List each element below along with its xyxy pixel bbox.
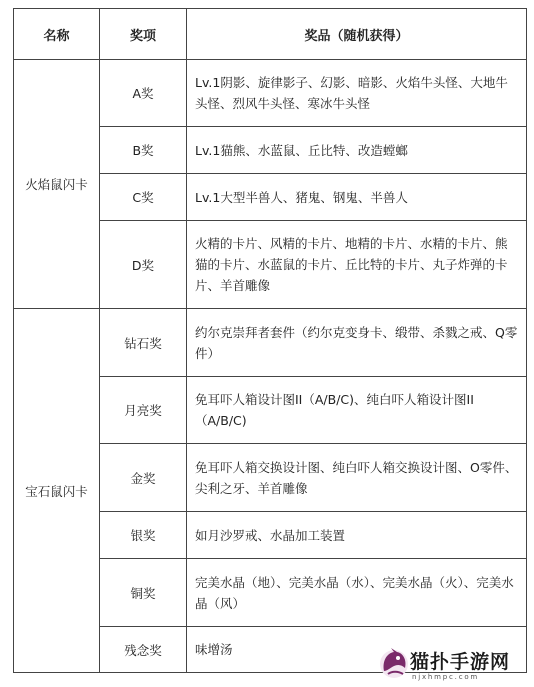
prize-cell: 火精的卡片、风精的卡片、地精的卡片、水精的卡片、熊猫的卡片、水蓝鼠的卡片、丘比特的卡片、丸子炸弹的卡片、羊首雕像 bbox=[187, 221, 527, 309]
tier-cell: B奖 bbox=[100, 127, 187, 174]
prize-cell: 如月沙罗戒、水晶加工装置 bbox=[187, 512, 527, 559]
header-tier: 奖项 bbox=[100, 9, 187, 60]
tier-cell: 月亮奖 bbox=[100, 377, 187, 444]
header-name: 名称 bbox=[14, 9, 100, 60]
header-row bbox=[14, 9, 527, 60]
watermark-title: 猫扑手游网 bbox=[410, 651, 511, 673]
prize-cell: Lv.1大型半兽人、猪鬼、钢鬼、半兽人 bbox=[187, 174, 527, 221]
tier-cell: 金奖 bbox=[100, 444, 187, 512]
prize-cell: 完美水晶（地）、完美水晶（水）、完美水晶（火）、完美水晶（风） bbox=[187, 559, 527, 627]
prize-cell: Lv.1阴影、旋律影子、幻影、暗影、火焰牛头怪、大地牛头怪、烈风牛头怪、寒冰牛头怪 bbox=[187, 60, 527, 127]
card-name-fire-rat: 火焰鼠闪卡 bbox=[14, 60, 100, 309]
reward-table bbox=[13, 8, 527, 673]
prize-cell: 约尔克崇拜者套件（约尔克变身卡、缎带、杀戮之戒、Q零件） bbox=[187, 309, 527, 377]
tier-cell: D奖 bbox=[100, 221, 187, 309]
table-row bbox=[14, 60, 527, 127]
cat-logo-icon bbox=[378, 647, 410, 679]
prize-cell: 免耳吓人箱设计图II（A/B/C)、纯白吓人箱设计图II（A/B/C) bbox=[187, 377, 527, 444]
tier-cell: C奖 bbox=[100, 174, 187, 221]
tier-cell: 铜奖 bbox=[100, 559, 187, 627]
tier-cell: 银奖 bbox=[100, 512, 187, 559]
prize-cell: 味增汤 bbox=[187, 627, 527, 673]
tier-cell: A奖 bbox=[100, 60, 187, 127]
tier-cell: 钻石奖 bbox=[100, 309, 187, 377]
card-name-gem-rat: 宝石鼠闪卡 bbox=[14, 309, 100, 673]
watermark-url: njxhmpc.com bbox=[412, 673, 480, 681]
prize-cell: 免耳吓人箱交换设计图、纯白吓人箱交换设计图、O零件、尖利之牙、羊首雕像 bbox=[187, 444, 527, 512]
table-row bbox=[14, 309, 527, 377]
header-prize: 奖品（随机获得） bbox=[187, 9, 527, 60]
prize-cell: Lv.1猫熊、水蓝鼠、丘比特、改造螳螂 bbox=[187, 127, 527, 174]
tier-cell: 残念奖 bbox=[100, 627, 187, 673]
watermark bbox=[378, 645, 528, 685]
